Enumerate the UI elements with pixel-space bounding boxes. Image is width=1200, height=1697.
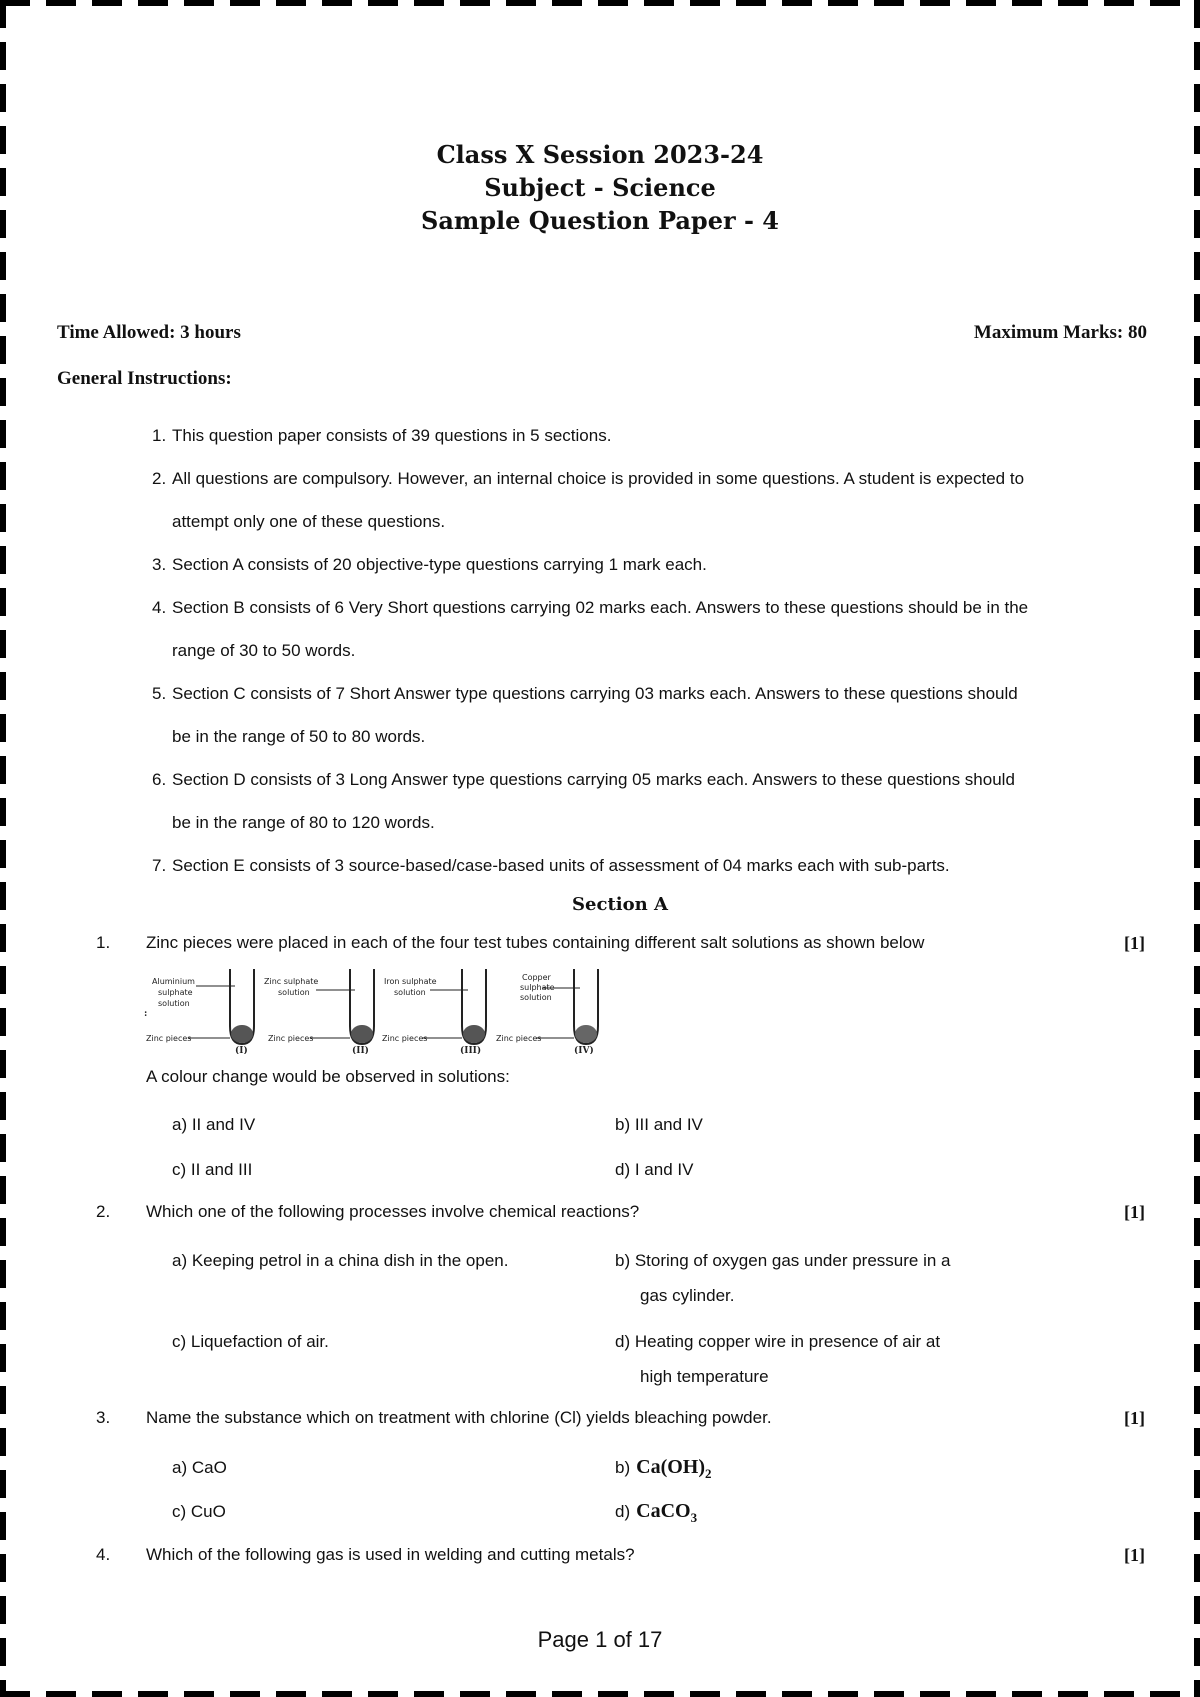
instruction-text: All questions are compulsory. However, an internal choice is provided in some questions. A student is expected to xyxy=(172,469,1025,488)
instruction-item xyxy=(152,543,1142,586)
question-marks: [1] xyxy=(1124,1408,1145,1428)
q1-option-b: b) III and IV xyxy=(615,1115,703,1134)
svg-text:(II): (II) xyxy=(352,1046,369,1054)
zinc-pieces-icon xyxy=(575,1025,597,1043)
q2-option-a: a) Keeping petrol in a china dish in the open. xyxy=(172,1251,509,1270)
formula-calcium-carbonate: CaCO$_3$ xyxy=(636,1500,698,1525)
instruction-number: 1. xyxy=(152,426,167,445)
svg-text:(IV): (IV) xyxy=(574,1046,594,1054)
svg-text:sulphate: sulphate xyxy=(520,983,555,992)
question-number: 1. xyxy=(96,933,111,952)
svg-text:Zinc pieces: Zinc pieces xyxy=(268,1034,314,1043)
title-subject: Subject - Science xyxy=(484,173,716,202)
instruction-number: 6. xyxy=(152,770,167,789)
page-border-left xyxy=(0,0,6,1697)
question-text: Which of the following gas is used in welding and cutting metals? xyxy=(146,1545,635,1564)
q1-option-c: c) II and III xyxy=(172,1160,253,1179)
instruction-number: 2. xyxy=(152,469,167,488)
time-allowed: Time Allowed: 3 hours xyxy=(57,322,241,343)
question-number: 4. xyxy=(96,1545,111,1564)
question-marks: [1] xyxy=(1124,1202,1145,1222)
q1-option-a: a) II and IV xyxy=(172,1115,256,1134)
svg-text:Aluminium: Aluminium xyxy=(152,977,195,986)
instruction-text: Section B consists of 6 Very Short questions carrying 02 marks each. Answers to these questions should be in the xyxy=(172,598,1029,617)
test-tubes-figure xyxy=(140,964,610,1054)
test-tube-1 xyxy=(146,969,254,1054)
formula-calcium-hydroxide: $Ca(OH)_2$ xyxy=(636,1456,712,1481)
svg-text:Zinc pieces: Zinc pieces xyxy=(496,1034,542,1043)
q1-option-d: d) I and IV xyxy=(615,1160,694,1179)
svg-text:(I): (I) xyxy=(235,1046,248,1054)
section-a-heading: Section A xyxy=(572,894,668,915)
instruction-text: Section C consists of 7 Short Answer type questions carrying 03 marks each. Answers to these questions should xyxy=(172,684,1018,703)
question-text: Which one of the following processes involve chemical reactions? xyxy=(146,1202,640,1221)
svg-text:Copper: Copper xyxy=(522,973,551,982)
instruction-text-cont: range of 30 to 50 words. xyxy=(172,641,356,660)
instruction-item xyxy=(152,414,1142,457)
paper-title xyxy=(0,138,1200,237)
q3-option-d: d) CaCO$_3$ xyxy=(615,1500,698,1525)
test-tube-2 xyxy=(264,969,374,1054)
svg-text:Iron sulphate: Iron sulphate xyxy=(384,977,437,986)
svg-text:Zinc pieces: Zinc pieces xyxy=(146,1034,192,1043)
page-border-bottom xyxy=(0,1691,1200,1697)
svg-text:solution: solution xyxy=(278,988,310,997)
title-class-session: Class X Session 2023-24 xyxy=(436,140,764,169)
q2-option-c: c) Liquefaction of air. xyxy=(172,1332,329,1351)
question-number: 3. xyxy=(96,1408,111,1427)
question-text: Zinc pieces were placed in each of the four test tubes containing different salt solutions as shown below xyxy=(146,933,925,952)
instruction-item xyxy=(152,844,1142,887)
instruction-item xyxy=(152,586,1142,672)
svg-text:solution: solution xyxy=(158,999,190,1008)
instruction-text: This question paper consists of 39 questions in 5 sections. xyxy=(172,426,612,445)
exam-meta-row xyxy=(57,322,1147,344)
test-tubes-diagram xyxy=(140,964,610,1054)
instruction-text: Section D consists of 3 Long Answer type questions carrying 05 marks each. Answers to these questions should xyxy=(172,770,1015,789)
q3-option-b: b) $Ca(OH)_2$ xyxy=(615,1456,712,1481)
instruction-number: 4. xyxy=(152,598,167,617)
question-text: Name the substance which on treatment with chlorine (Cl) yields bleaching powder. xyxy=(146,1408,772,1427)
general-instructions-heading: General Instructions: xyxy=(57,368,232,389)
page-number: Page 1 of 17 xyxy=(537,1627,663,1652)
instruction-item xyxy=(152,672,1142,758)
svg-text:sulphate: sulphate xyxy=(158,988,193,997)
q3-option-c: c) CuO xyxy=(172,1502,226,1521)
q2-option-d: d) Heating copper wire in presence of air at high temperature xyxy=(615,1332,941,1386)
svg-text:(III): (III) xyxy=(460,1046,482,1054)
svg-text:solution: solution xyxy=(520,993,552,1002)
maximum-marks: Maximum Marks: 80 xyxy=(973,322,1147,343)
zinc-pieces-icon xyxy=(231,1025,253,1043)
instruction-text: Section E consists of 3 source-based/case-based units of assessment of 04 marks each with sub-parts. xyxy=(172,856,950,875)
question-number: 2. xyxy=(96,1202,111,1221)
instruction-number: 3. xyxy=(152,555,167,574)
page-border-right xyxy=(1194,0,1200,1697)
question-marks: [1] xyxy=(1124,933,1145,953)
q2-option-b: b) Storing of oxygen gas under pressure in a gas cylinder. xyxy=(615,1251,951,1305)
svg-text:Zinc sulphate: Zinc sulphate xyxy=(264,977,319,986)
instruction-number: 7. xyxy=(152,856,167,875)
instruction-number: 5. xyxy=(152,684,167,703)
instruction-item xyxy=(152,457,1142,543)
instruction-item xyxy=(152,758,1142,844)
page-border-top xyxy=(0,0,1200,6)
instruction-text-cont: be in the range of 50 to 80 words. xyxy=(172,727,426,746)
zinc-pieces-icon xyxy=(351,1025,373,1043)
instruction-text: Section A consists of 20 objective-type questions carrying 1 mark each. xyxy=(172,555,707,574)
svg-text:solution: solution xyxy=(394,988,426,997)
title-paper: Sample Question Paper - 4 xyxy=(421,206,779,235)
instruction-text-cont: attempt only one of these questions. xyxy=(172,512,446,531)
test-tube-3 xyxy=(382,969,486,1054)
svg-text:Zinc pieces: Zinc pieces xyxy=(382,1034,428,1043)
instruction-text-cont: be in the range of 80 to 120 words. xyxy=(172,813,435,832)
instructions-list xyxy=(152,414,1142,887)
test-tube-4 xyxy=(496,969,598,1054)
q3-option-a: a) CaO xyxy=(172,1458,227,1477)
zinc-pieces-icon xyxy=(463,1025,485,1043)
question-text: A colour change would be observed in solutions: xyxy=(146,1067,510,1086)
question-marks: [1] xyxy=(1124,1545,1145,1565)
figure-colon: : xyxy=(144,1009,148,1019)
